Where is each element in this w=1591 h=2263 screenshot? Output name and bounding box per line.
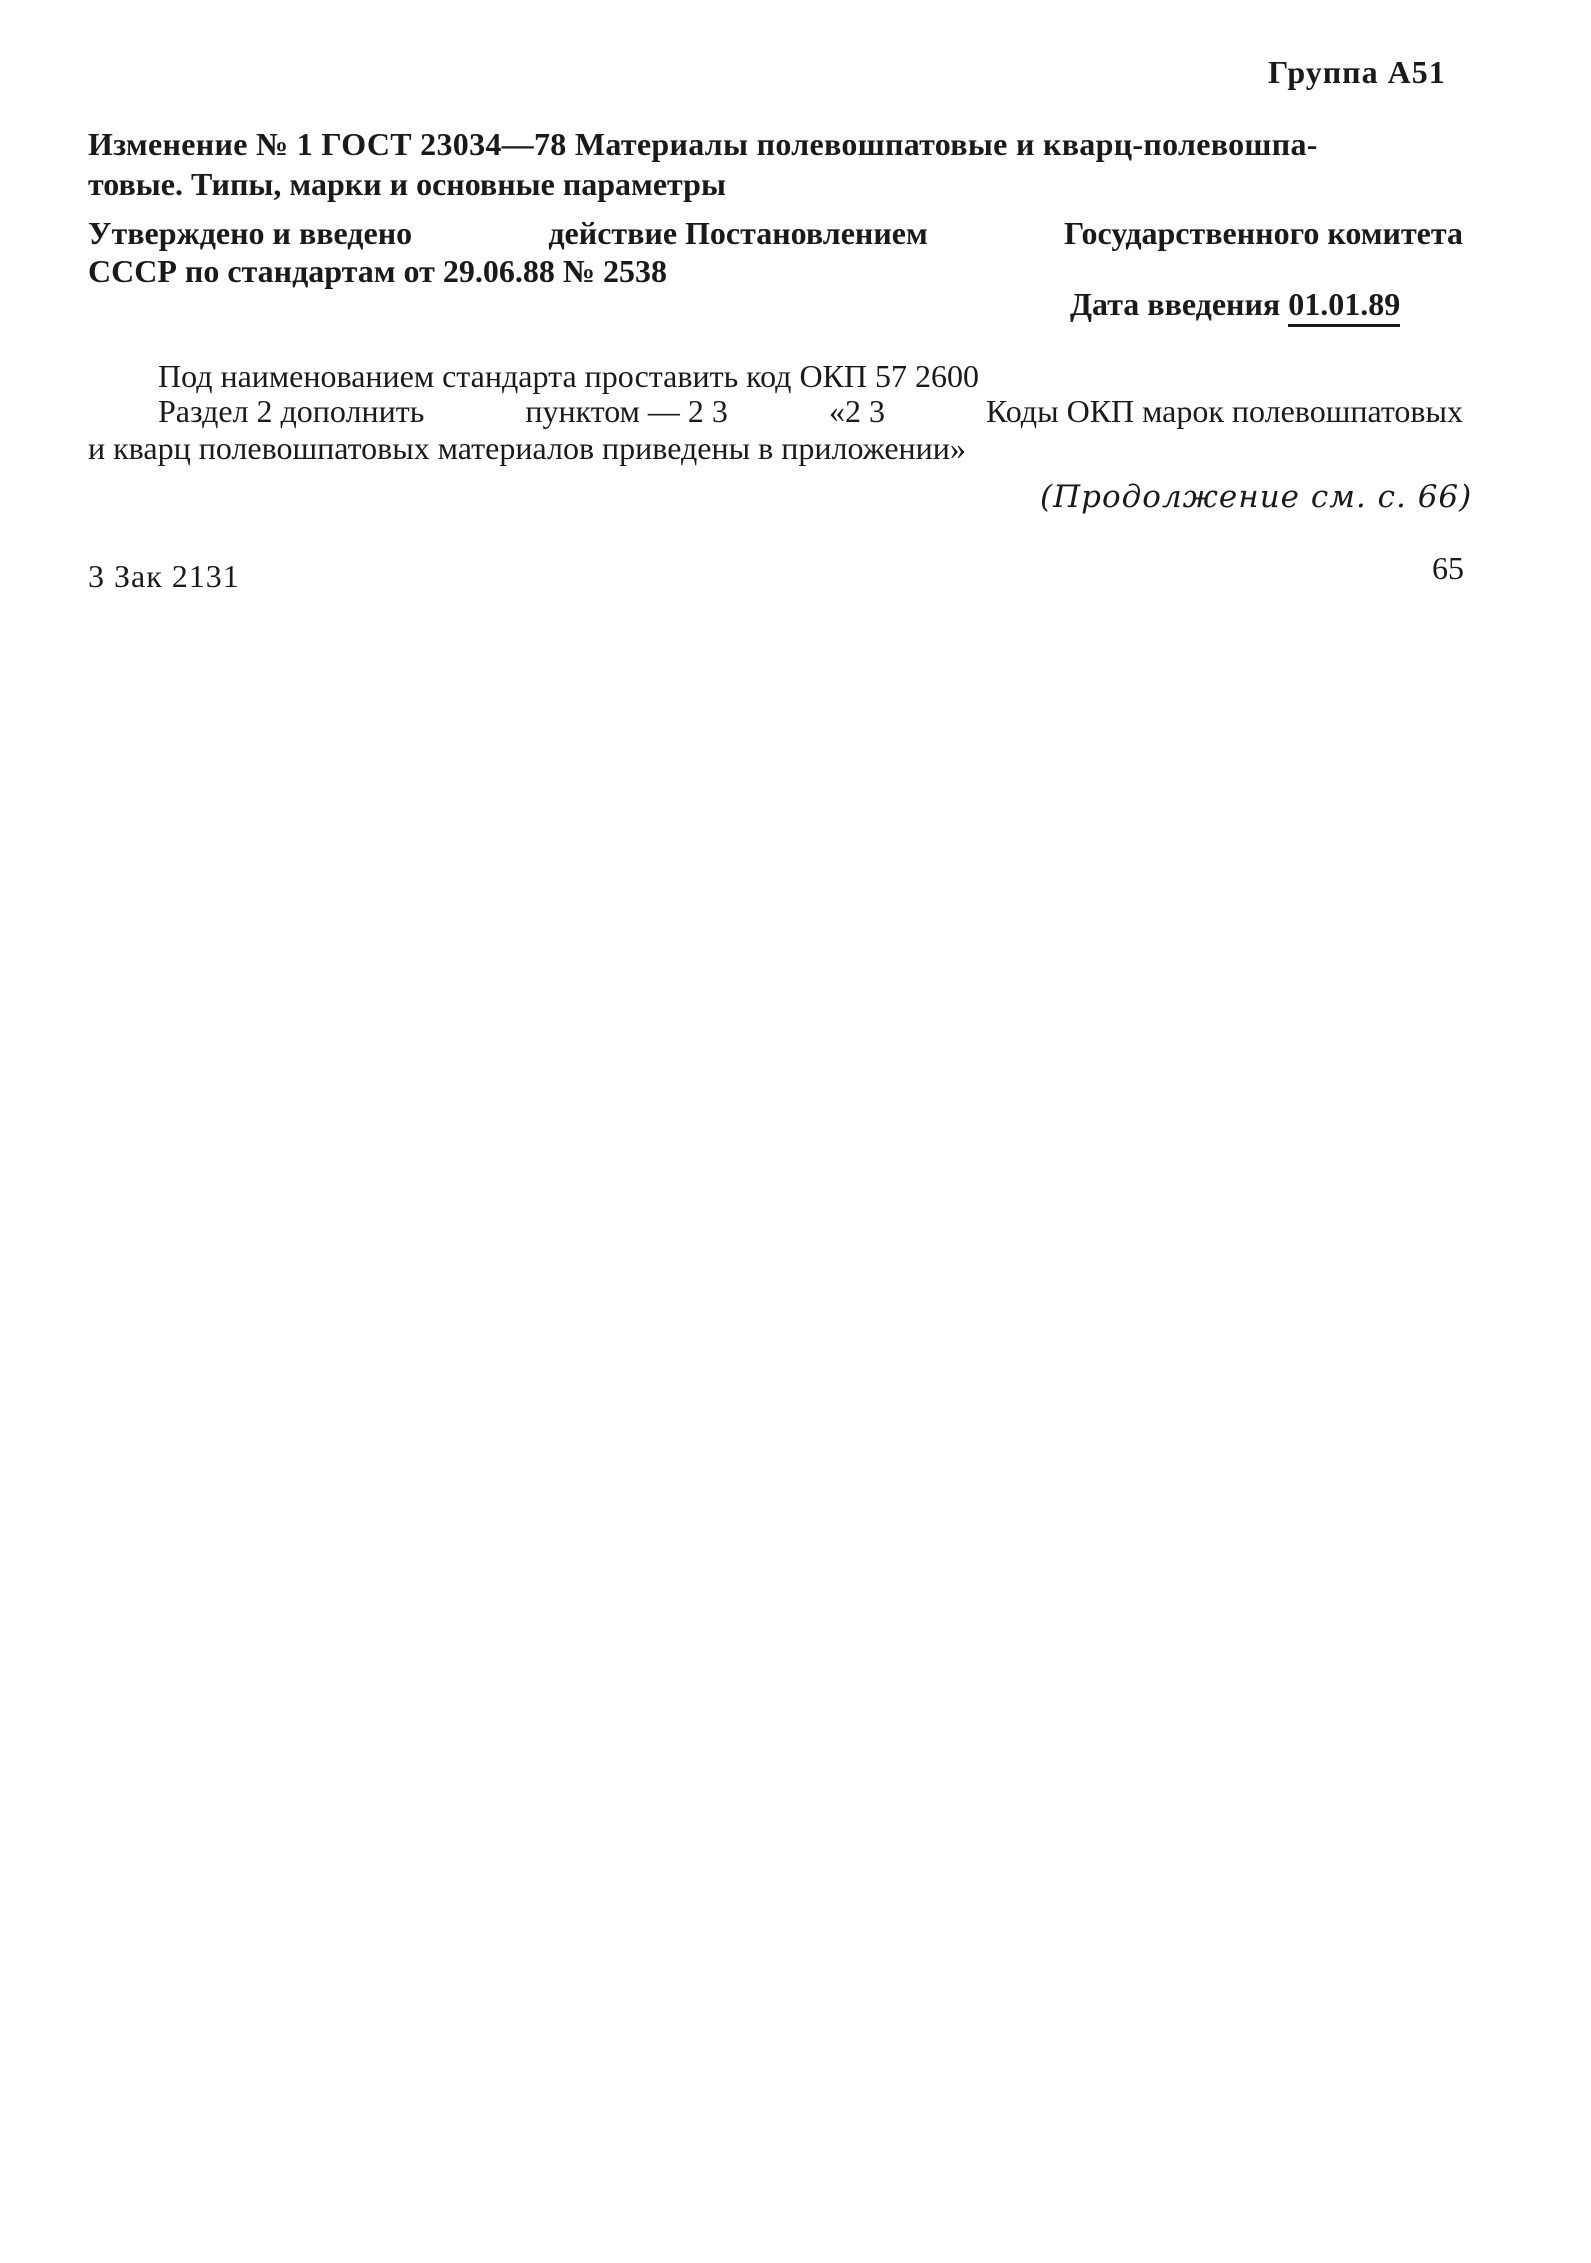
- approval-line-1: [88, 217, 1463, 249]
- paragraph-2-part-4: Коды ОКП марок полевошпатовых: [985, 393, 1463, 429]
- group-code: Группа А51: [1268, 54, 1446, 90]
- paragraph-section-2-line-2: и кварц полевошпатовых материалов приведены в приложении»: [88, 430, 966, 466]
- paragraph-okp-code: Под наименованием стандарта проставить код ОКП 57 2600: [158, 358, 979, 394]
- approval-part-1: Утверждено и введено: [88, 215, 413, 251]
- paragraph-section-2-line-1: [158, 395, 1463, 427]
- document-title-line-2: товые. Типы, марки и основные параметры: [88, 166, 726, 202]
- paragraph-2-part-1: Раздел 2 дополнить: [158, 393, 425, 429]
- continuation-note: (Продолжение см. с. 66): [1040, 479, 1473, 515]
- effective-date: [1070, 288, 1400, 320]
- paragraph-2-part-3: «2 3: [828, 393, 885, 429]
- page-number: 65: [1432, 550, 1464, 586]
- order-number: 3 Зак 2131: [88, 558, 240, 594]
- approval-part-3: Государственного комитета: [1064, 215, 1463, 251]
- effective-date-value: 01.01.89: [1288, 286, 1400, 327]
- approval-line-2: СССР по стандартам от 29.06.88 № 2538: [88, 253, 667, 289]
- approval-part-2: действие Постановлением: [548, 215, 928, 251]
- document-title-line-1: Изменение № 1 ГОСТ 23034—78 Материалы полевошпатовые и кварц-полевошпа-: [88, 126, 1318, 162]
- paragraph-2-part-2: пунктом — 2 3: [525, 393, 728, 429]
- effective-date-label: Дата введения: [1070, 286, 1281, 322]
